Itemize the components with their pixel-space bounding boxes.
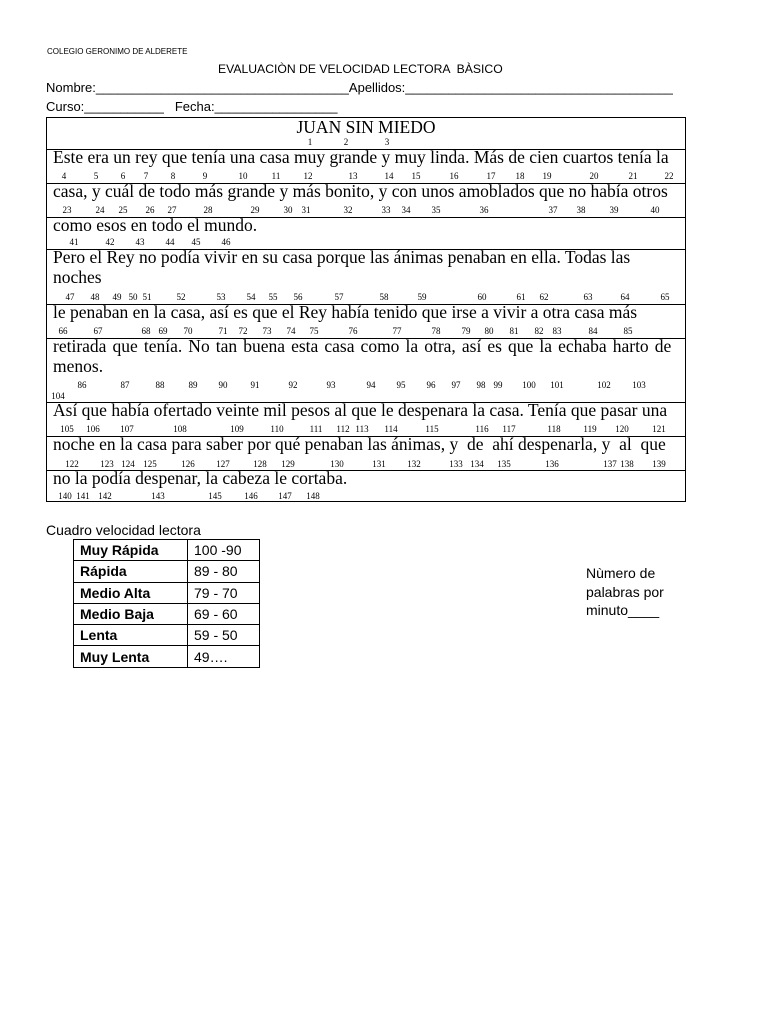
word-number: 46 bbox=[221, 237, 231, 247]
document-title: EVALUACIÒN DE VELOCIDAD LECTORA BÀSICO bbox=[218, 62, 503, 76]
word-number: 138 bbox=[620, 459, 634, 469]
speed-range-cell: 89 - 80 bbox=[188, 561, 260, 582]
word-number: 115 bbox=[425, 424, 439, 434]
passage-line: Así que había ofertado veinte mil pesos al que le despenara la casa. Tenía que pasar una bbox=[53, 400, 668, 420]
word-number: 79 bbox=[461, 326, 471, 336]
speed-level-cell: Medio Alta bbox=[74, 582, 188, 603]
word-number: 26 bbox=[145, 205, 155, 215]
word-number: 66 bbox=[58, 326, 68, 336]
speed-table-row bbox=[74, 646, 260, 667]
word-number: 97 bbox=[451, 380, 461, 390]
word-number: 60 bbox=[477, 292, 487, 302]
word-number: 100 bbox=[522, 380, 536, 390]
passage-line: Este era un rey que tenía una casa muy grande y muy linda. Más de cien cuartos tenía la bbox=[53, 147, 669, 167]
word-number: 75 bbox=[309, 326, 319, 336]
word-number: 21 bbox=[628, 171, 638, 181]
word-number: 96 bbox=[426, 380, 436, 390]
word-number: 106 bbox=[86, 424, 100, 434]
word-number: 20 bbox=[589, 171, 599, 181]
passage-line: casa, y cuál de todo más grande y más bonito, y con unos amoblados que no había otros bbox=[53, 181, 668, 201]
word-number: 41 bbox=[69, 237, 79, 247]
word-number: 88 bbox=[155, 380, 165, 390]
word-number: 37 bbox=[548, 205, 558, 215]
word-number: 93 bbox=[326, 380, 336, 390]
word-number: 6 bbox=[120, 171, 126, 181]
word-number: 80 bbox=[484, 326, 494, 336]
passage-row bbox=[47, 338, 685, 402]
reading-speed-table bbox=[73, 539, 260, 668]
word-number: 48 bbox=[90, 292, 100, 302]
word-number: 123 bbox=[100, 459, 114, 469]
word-number: 27 bbox=[167, 205, 177, 215]
word-number: 103 bbox=[632, 380, 646, 390]
word-number: 52 bbox=[176, 292, 186, 302]
passage-text bbox=[53, 469, 347, 489]
word-number: 87 bbox=[120, 380, 130, 390]
word-number: 113 bbox=[355, 424, 369, 434]
passage-row bbox=[47, 402, 685, 436]
word-number: 83 bbox=[552, 326, 562, 336]
word-number: 121 bbox=[652, 424, 666, 434]
word-number: 54 bbox=[246, 292, 256, 302]
surname-label: Apellidos: bbox=[348, 80, 406, 95]
word-number: 114 bbox=[384, 424, 398, 434]
word-number: 58 bbox=[379, 292, 389, 302]
word-number: 19 bbox=[542, 171, 552, 181]
word-number: 119 bbox=[583, 424, 597, 434]
word-number: 107 bbox=[120, 424, 134, 434]
course-label: Curso: bbox=[46, 99, 85, 114]
word-count-numbers bbox=[47, 326, 685, 336]
word-number: 30 bbox=[283, 205, 293, 215]
word-number: 56 bbox=[293, 292, 303, 302]
word-number: 130 bbox=[330, 459, 344, 469]
word-number: 128 bbox=[253, 459, 267, 469]
passage-row bbox=[47, 470, 685, 501]
word-number: 122 bbox=[65, 459, 79, 469]
word-number: 2 bbox=[343, 137, 349, 147]
word-number: 129 bbox=[281, 459, 295, 469]
word-count-numbers bbox=[47, 237, 685, 247]
word-count-numbers bbox=[47, 491, 685, 501]
word-number: 43 bbox=[135, 237, 145, 247]
speed-level-cell: Medio Baja bbox=[74, 603, 188, 624]
passage-text bbox=[53, 248, 630, 287]
word-number: 148 bbox=[306, 491, 320, 501]
date-blank: _________________ bbox=[214, 99, 338, 114]
word-number: 4 bbox=[61, 171, 67, 181]
word-number: 67 bbox=[93, 326, 103, 336]
passage-row bbox=[47, 249, 685, 304]
word-count-numbers bbox=[47, 380, 685, 401]
word-number: 13 bbox=[348, 171, 358, 181]
words-per-minute-label: Nùmero de palabras por minuto____ bbox=[586, 565, 664, 618]
passage-text bbox=[53, 148, 669, 168]
date-label: Fecha: bbox=[174, 99, 215, 114]
word-number: 146 bbox=[244, 491, 258, 501]
word-number: 72 bbox=[238, 326, 248, 336]
word-number: 135 bbox=[497, 459, 511, 469]
word-number: 109 bbox=[230, 424, 244, 434]
word-number: 31 bbox=[301, 205, 311, 215]
word-number: 33 bbox=[381, 205, 391, 215]
word-number: 18 bbox=[515, 171, 525, 181]
word-number: 108 bbox=[173, 424, 187, 434]
word-number: 70 bbox=[183, 326, 193, 336]
speed-level-cell: Lenta bbox=[74, 625, 188, 646]
word-number: 86 bbox=[77, 380, 87, 390]
passage-line: Pero el Rey no podía vivir en su casa porque las ánimas penaban en ella. Todas las bbox=[53, 247, 631, 267]
passage-row bbox=[47, 304, 685, 338]
word-number: 92 bbox=[288, 380, 298, 390]
word-number: 64 bbox=[620, 292, 630, 302]
word-number: 116 bbox=[475, 424, 489, 434]
passage-line: menos. bbox=[53, 355, 104, 376]
word-number: 65 bbox=[660, 292, 670, 302]
passage-title: JUAN SIN MIEDO bbox=[296, 117, 436, 137]
passage-row bbox=[47, 436, 685, 470]
word-number: 145 bbox=[208, 491, 222, 501]
reading-passage-box bbox=[46, 117, 686, 502]
word-number: 90 bbox=[218, 380, 228, 390]
word-number: 147 bbox=[278, 491, 292, 501]
word-number: 1 bbox=[307, 137, 313, 147]
course-blank: ___________ bbox=[84, 99, 164, 114]
word-number: 55 bbox=[268, 292, 278, 302]
word-number: 39 bbox=[609, 205, 619, 215]
passage-text bbox=[53, 182, 668, 202]
speed-table-row bbox=[74, 625, 260, 646]
word-number: 38 bbox=[576, 205, 586, 215]
word-number: 12 bbox=[303, 171, 313, 181]
word-number: 71 bbox=[218, 326, 228, 336]
word-number: 142 bbox=[98, 491, 112, 501]
word-number: 61 bbox=[516, 292, 526, 302]
word-number: 99 bbox=[493, 380, 503, 390]
word-number: 132 bbox=[407, 459, 421, 469]
word-count-numbers bbox=[47, 137, 685, 147]
word-number: 125 bbox=[143, 459, 157, 469]
word-number: 131 bbox=[372, 459, 386, 469]
word-number: 110 bbox=[270, 424, 284, 434]
word-number: 50 bbox=[128, 292, 138, 302]
word-number: 59 bbox=[417, 292, 427, 302]
word-number: 34 bbox=[401, 205, 411, 215]
word-number: 111 bbox=[309, 424, 323, 434]
word-count-numbers bbox=[47, 205, 685, 215]
name-blank: ___________________________________ bbox=[95, 80, 349, 95]
word-number: 45 bbox=[191, 237, 201, 247]
word-number: 40 bbox=[650, 205, 660, 215]
word-number: 73 bbox=[262, 326, 272, 336]
word-number: 32 bbox=[343, 205, 353, 215]
word-number: 95 bbox=[396, 380, 406, 390]
speed-level-cell: Muy Rápida bbox=[74, 540, 188, 561]
word-number: 141 bbox=[76, 491, 90, 501]
word-number: 9 bbox=[202, 171, 208, 181]
word-number: 44 bbox=[165, 237, 175, 247]
word-number: 62 bbox=[539, 292, 549, 302]
passage-row bbox=[47, 183, 685, 217]
passage-row bbox=[47, 149, 685, 183]
word-number: 124 bbox=[121, 459, 135, 469]
speed-range-cell: 69 - 60 bbox=[188, 603, 260, 624]
speed-range-cell: 100 -90 bbox=[188, 540, 260, 561]
passage-line: no la podía despenar, la cabeza le cortaba. bbox=[53, 468, 348, 488]
speed-range-cell: 49…. bbox=[188, 646, 260, 667]
word-number: 36 bbox=[479, 205, 489, 215]
word-number: 78 bbox=[431, 326, 441, 336]
passage-text bbox=[53, 337, 671, 376]
word-number: 98 bbox=[476, 380, 486, 390]
word-number: 137 bbox=[603, 459, 617, 469]
speed-range-cell: 79 - 70 bbox=[188, 582, 260, 603]
word-number: 29 bbox=[250, 205, 260, 215]
word-number: 14 bbox=[384, 171, 394, 181]
word-number: 16 bbox=[449, 171, 459, 181]
word-number: 10 bbox=[238, 171, 248, 181]
word-number: 7 bbox=[143, 171, 149, 181]
word-number: 101 bbox=[550, 380, 564, 390]
word-number: 82 bbox=[534, 326, 544, 336]
word-number: 22 bbox=[664, 171, 674, 181]
speed-level-cell: Rápida bbox=[74, 561, 188, 582]
word-number: 15 bbox=[411, 171, 421, 181]
course-line bbox=[46, 99, 338, 115]
word-number: 81 bbox=[509, 326, 519, 336]
word-number: 84 bbox=[588, 326, 598, 336]
word-number: 120 bbox=[615, 424, 629, 434]
word-number: 47 bbox=[65, 292, 75, 302]
word-number: 126 bbox=[181, 459, 195, 469]
word-number: 24 bbox=[95, 205, 105, 215]
speed-table-row bbox=[74, 540, 260, 561]
word-number: 89 bbox=[188, 380, 198, 390]
word-number: 118 bbox=[547, 424, 561, 434]
passage-line: noches bbox=[53, 266, 102, 287]
word-number: 68 bbox=[141, 326, 151, 336]
passage-line: le penaban en la casa, así es que el Rey había tenido que irse a vivir a otra casa más bbox=[53, 302, 638, 322]
word-number: 53 bbox=[216, 292, 226, 302]
name-line bbox=[46, 80, 673, 96]
word-number: 102 bbox=[597, 380, 611, 390]
speed-table-row bbox=[74, 603, 260, 624]
word-number: 91 bbox=[250, 380, 260, 390]
word-number: 42 bbox=[105, 237, 115, 247]
word-number: 63 bbox=[583, 292, 593, 302]
word-number: 28 bbox=[203, 205, 213, 215]
word-number: 140 bbox=[58, 491, 72, 501]
word-number: 139 bbox=[652, 459, 666, 469]
speed-table-row bbox=[74, 561, 260, 582]
word-number: 105 bbox=[60, 424, 74, 434]
word-number: 143 bbox=[151, 491, 165, 501]
passage-row bbox=[47, 217, 685, 249]
passage-title-row bbox=[47, 118, 685, 149]
word-number: 5 bbox=[93, 171, 99, 181]
word-number: 11 bbox=[271, 171, 281, 181]
passage-text bbox=[53, 216, 257, 236]
speed-table-caption: Cuadro velocidad lectora bbox=[46, 522, 201, 538]
word-count-numbers bbox=[47, 292, 685, 302]
word-number: 133 bbox=[449, 459, 463, 469]
surname-blank: _____________________________________ bbox=[405, 80, 673, 95]
word-number: 94 bbox=[366, 380, 376, 390]
word-number: 8 bbox=[170, 171, 176, 181]
word-number: 127 bbox=[216, 459, 230, 469]
word-number: 104 bbox=[51, 391, 65, 401]
word-number: 57 bbox=[334, 292, 344, 302]
passage-text bbox=[53, 435, 666, 455]
passage-text bbox=[53, 401, 667, 421]
speed-range-cell: 59 - 50 bbox=[188, 625, 260, 646]
word-number: 117 bbox=[502, 424, 516, 434]
word-number: 76 bbox=[348, 326, 358, 336]
passage-line: como esos en todo el mundo. bbox=[53, 215, 258, 235]
word-number: 74 bbox=[286, 326, 296, 336]
word-number: 49 bbox=[112, 292, 122, 302]
word-number: 17 bbox=[486, 171, 496, 181]
passage-line: retirada que tenía. No tan buena esta casa como la otra, así es que la echaba harto de bbox=[53, 336, 672, 356]
speed-level-cell: Muy Lenta bbox=[74, 646, 188, 667]
word-number: 134 bbox=[470, 459, 484, 469]
word-number: 136 bbox=[545, 459, 559, 469]
passage-line: noche en la casa para saber por qué penaban las ánimas, y de ahí despenarla, y al que bbox=[53, 434, 666, 454]
word-number: 3 bbox=[384, 137, 390, 147]
speed-table-row bbox=[74, 582, 260, 603]
word-number: 25 bbox=[118, 205, 128, 215]
word-count-numbers bbox=[47, 171, 685, 181]
word-count-numbers bbox=[47, 424, 685, 434]
school-name: COLEGIO GERONIMO DE ALDERETE bbox=[47, 47, 188, 56]
word-number: 51 bbox=[142, 292, 152, 302]
word-number: 35 bbox=[431, 205, 441, 215]
word-number: 85 bbox=[623, 326, 633, 336]
word-number: 23 bbox=[62, 205, 72, 215]
passage-text bbox=[53, 303, 637, 323]
word-number: 69 bbox=[158, 326, 168, 336]
name-label: Nombre: bbox=[46, 80, 96, 95]
word-number: 112 bbox=[336, 424, 350, 434]
word-number: 77 bbox=[392, 326, 402, 336]
